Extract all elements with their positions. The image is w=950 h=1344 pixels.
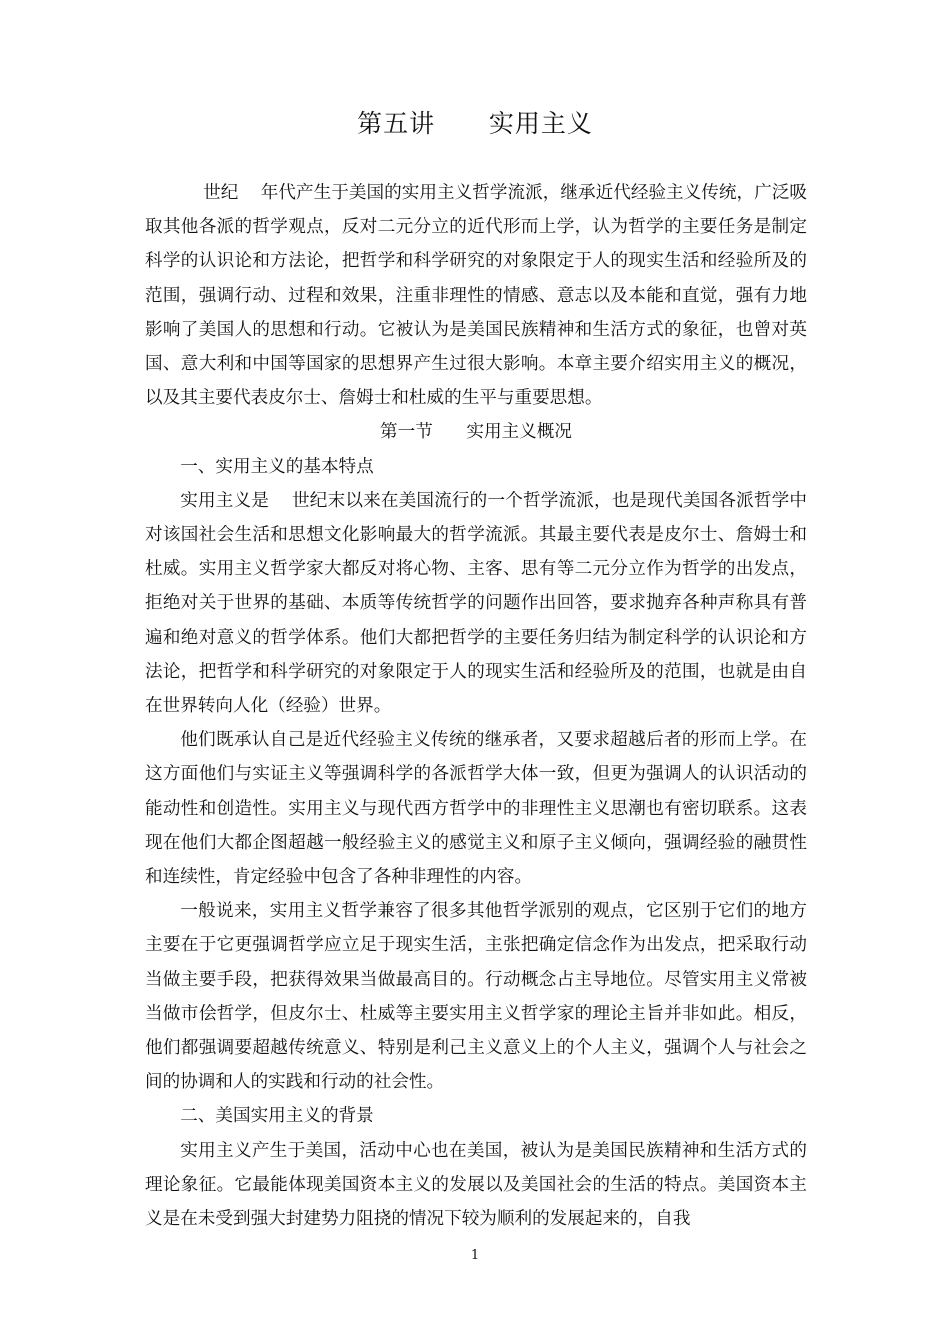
intro-paragraph: 世纪 年代产生于美国的实用主义哲学流派，继承近代经验主义传统，广泛吸取其他各派的哲学观点，反对二元分立的近代形而上学，认为哲学的主要任务是制定科学的认识论和方法论，把哲学和科学研究的对象限定于人的现实生活和经验所及的范围，强调行动、过程和效果，注重非理性的情感、意志以及本能和直觉，强有力地影响了美国人的思想和行动。它被认为是美国民族精神和生活方式的象征，也曾对英国、意大利和中国等国家的思想界产生过很大影响。本章主要介绍实用主义的概况，以及其主要代表皮尔士、詹姆士和杜威的生平与重要思想。 [145,183,807,409]
section-title: 第一节 实用主义概况 [380,422,572,443]
chapter-title: 第五讲 实用主义 [357,109,593,138]
subsection-heading-2: 二、美国实用主义的背景 [180,1106,374,1127]
body-paragraph-1: 实用主义是 世纪末以来在美国流行的一个哲学流派，也是现代美国各派哲学中对该国社会生活和思想文化影响最大的哲学流派。其最主要代表是皮尔士、詹姆士和杜威。实用主义哲学家大都反对将心物、主客、思有等二元分立作为哲学的出发点，拒绝对关于世界的基础、本质等传统哲学的问题作出回答，要求抛弃各种声称具有普遍和绝对意义的哲学体系。他们大都把哲学的主要任务归结为制定科学的认识论和方法论，把哲学和科学研究的对象限定于人的现实生活和经验所及的范围，也就是由自在世界转向人化（经验）世界。 [145,490,807,717]
body-paragraph-3: 一般说来，实用主义哲学兼容了很多其他哲学派别的观点，它区别于它们的地方主要在于它更强调哲学应立足于现实生活，主张把确定信念作为出发点，把采取行动当做主要手段，把获得效果当做最高目的。行动概念占主导地位。尽管实用主义常被当做市侩哲学，但皮尔士、杜威等主要实用主义哲学家的理论主旨并非如此。相反，他们都强调要超越传统意义、特别是利己主义意义上的个人主义，强调个人与社会之间的协调和人的实践和行动的社会性。 [145,901,807,1093]
document-body [145,176,807,1236]
page-number: 1 [470,1248,480,1263]
body-paragraph-2: 他们既承认自己是近代经验主义传统的继承者，又要求超越后者的形而上学。在这方面他们与实证主义等强调科学的各派哲学大体一致，但更为强调人的认识活动的能动性和创造性。实用主义与现代西方哲学中的非理性主义思潮也有密切联系。这表现在他们大都企图超越一般经验主义的感觉主义和原子主义倾向，强调经验的融贯性和连续性，肯定经验中包含了各种非理性的内容。 [145,730,807,888]
subsection-heading-1: 一、实用主义的基本特点 [180,456,374,477]
body-paragraph-4: 实用主义产生于美国，活动中心也在美国，被认为是美国民族精神和生活方式的理论象征。它最能体现美国资本主义的发展以及美国社会的生活的特点。美国资本主义是在未受到强大封建势力阻挠的情况下较为顺利的发展起来的，自我 [145,1140,807,1230]
